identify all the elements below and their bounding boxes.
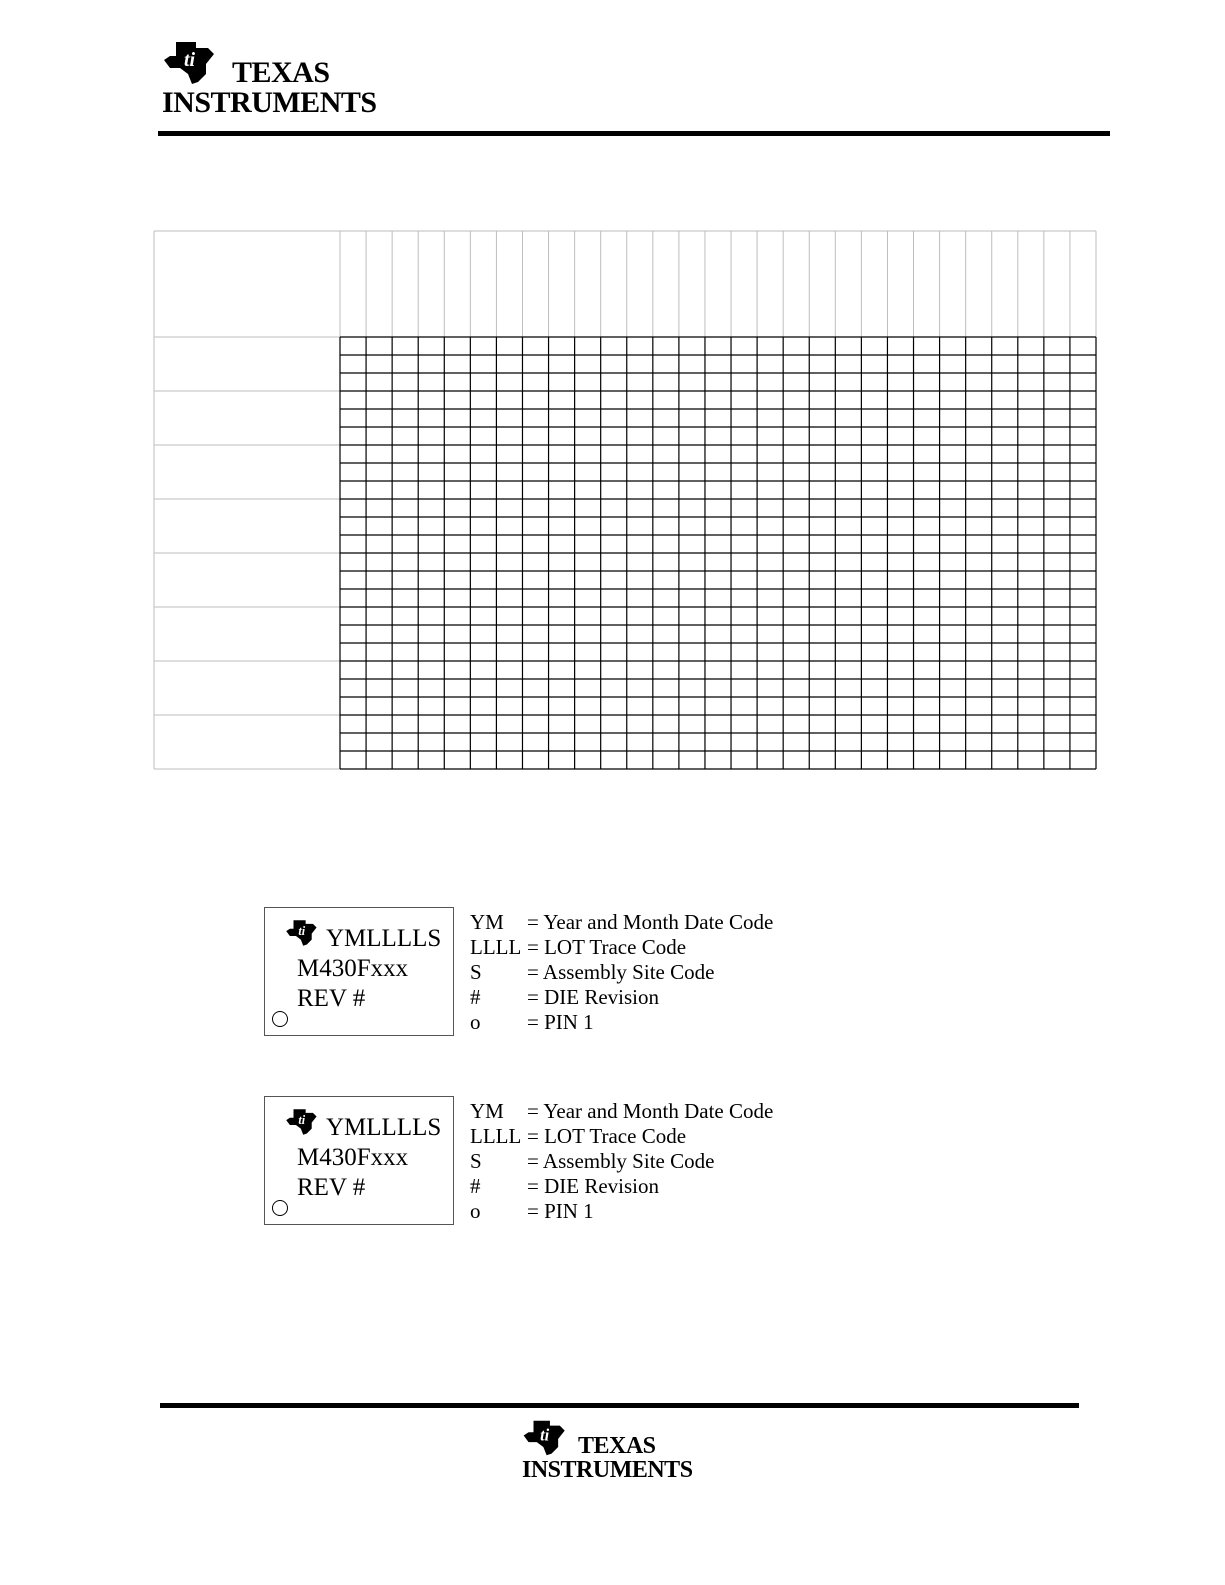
- legend-key: S: [470, 960, 482, 984]
- legend-row: [470, 1199, 773, 1224]
- legend-row: [470, 960, 773, 985]
- legend-row: [470, 985, 773, 1010]
- legend-row: [470, 935, 773, 960]
- legend-key: o: [470, 1010, 481, 1034]
- legend-key: LLLL: [470, 1124, 522, 1148]
- svg-text:ti: ti: [540, 1425, 550, 1445]
- chip-line-3: REV #: [297, 985, 366, 1012]
- legend-value: = PIN 1: [527, 1199, 594, 1223]
- chip-logo-icon: [285, 918, 319, 948]
- svg-text:ti: ti: [184, 49, 196, 71]
- legend-value: = Year and Month Date Code: [527, 1099, 774, 1123]
- legend-key: o: [470, 1199, 481, 1223]
- chip-line-3: REV #: [297, 1174, 366, 1201]
- marking-legend-1: [470, 910, 773, 1035]
- pin1-circle-icon: [272, 1200, 288, 1216]
- matrix-grid: [153, 230, 1097, 772]
- footer-logo-line1: TEXAS: [578, 1433, 656, 1459]
- chip-line-1: YMLLLLS: [326, 925, 442, 952]
- chip-line-2: M430Fxxx: [297, 1144, 409, 1171]
- legend-row: [470, 1124, 773, 1149]
- legend-value: = DIE Revision: [527, 1174, 659, 1198]
- chip-line-1: YMLLLLS: [326, 1114, 442, 1141]
- legend-key: YM: [470, 910, 504, 934]
- legend-value: = LOT Trace Code: [527, 935, 687, 959]
- header-logo: [162, 40, 377, 118]
- chip-outline: [264, 907, 454, 1036]
- svg-text:ti: ti: [298, 923, 306, 938]
- legend-value: = PIN 1: [527, 1010, 594, 1034]
- legend-value: = DIE Revision: [527, 985, 659, 1009]
- legend-row: [470, 1099, 773, 1124]
- marking-legend-2: [470, 1099, 773, 1224]
- legend-row: [470, 1010, 773, 1035]
- legend-row: [470, 1149, 773, 1174]
- header-logo-line1: TEXAS: [232, 56, 330, 89]
- legend-row: [470, 910, 773, 935]
- footer-logo-line2: INSTRUMENTS: [522, 1457, 693, 1483]
- legend-value: = Year and Month Date Code: [527, 910, 774, 934]
- legend-key: S: [470, 1149, 482, 1173]
- legend-key: YM: [470, 1099, 504, 1123]
- legend-key: LLLL: [470, 935, 522, 959]
- legend-key: #: [470, 1174, 481, 1198]
- chip-logo-icon: [285, 1107, 319, 1137]
- header-rule: [158, 131, 1110, 136]
- ti-logo-icon: [162, 40, 218, 86]
- svg-text:ti: ti: [298, 1112, 306, 1127]
- header-logo-line2: INSTRUMENTS: [162, 86, 377, 119]
- legend-value: = LOT Trace Code: [527, 1124, 687, 1148]
- pin1-circle-icon: [272, 1011, 288, 1027]
- legend-key: #: [470, 985, 481, 1009]
- footer-rule: [160, 1403, 1079, 1408]
- chip-line-2: M430Fxxx: [297, 955, 409, 982]
- ti-logo-icon: [522, 1418, 568, 1458]
- legend-value: = Assembly Site Code: [527, 960, 715, 984]
- chip-outline: [264, 1096, 454, 1225]
- legend-row: [470, 1174, 773, 1199]
- footer-logo: [522, 1418, 693, 1482]
- legend-value: = Assembly Site Code: [527, 1149, 715, 1173]
